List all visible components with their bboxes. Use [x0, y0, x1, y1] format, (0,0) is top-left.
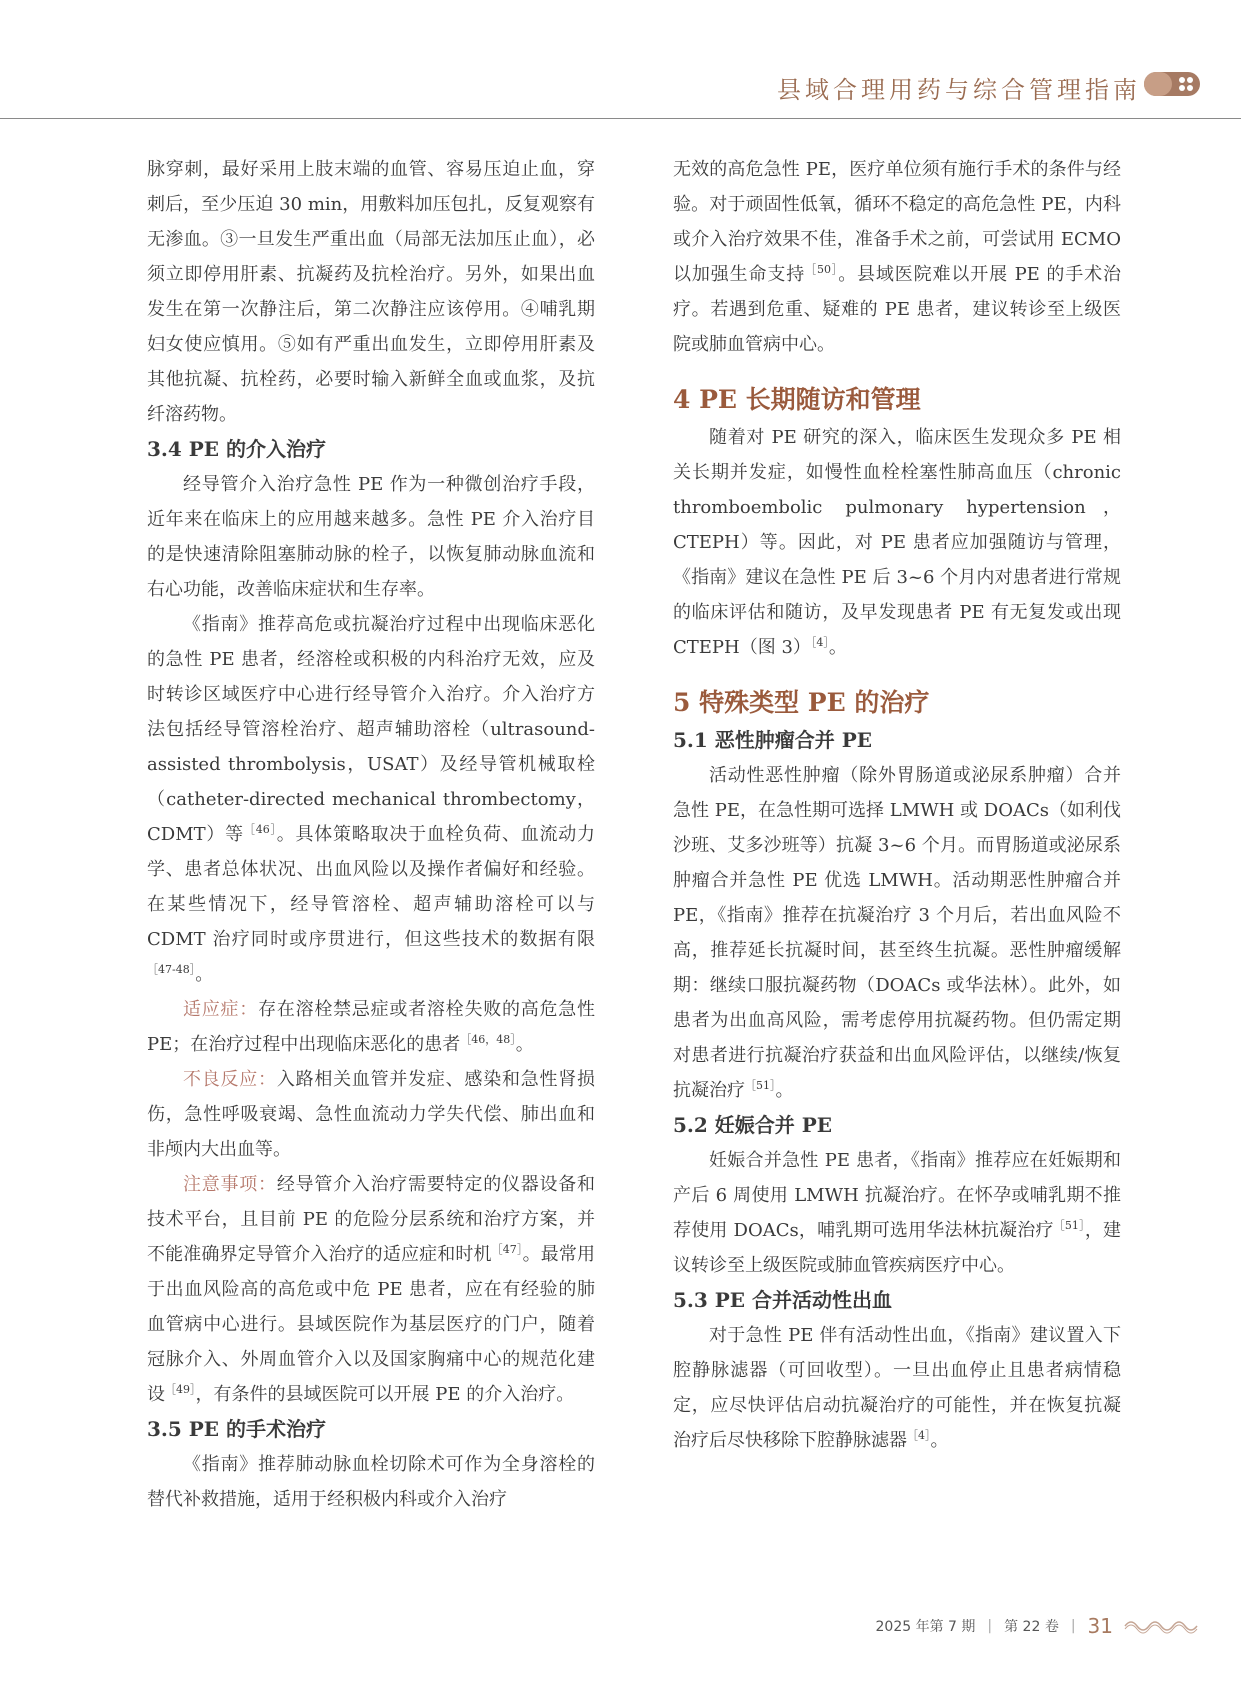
- paragraph: 脉穿刺，最好采用上肢末端的血管、容易压迫止血，穿刺后，至少压迫 30 min，用敷料加压包扎，反复观察有无渗血。③一旦发生严重出血（局部无法加压止血），必须立即停用肝素、抗凝药及抗栓治疗。另外，如果出血发生在第一次静注后，第二次静注应该停用。④哺乳期妇女使应慎用。⑤如有严重出血发生，立即停用肝素及其他抗凝、抗栓药，必要时输入新鲜全血或血浆，及抗纤溶药物。: [147, 159, 595, 425]
- paragraph: 活动性恶性肿瘤（除外胃肠道或泌尿系肿瘤）合并急性 PE，在急性期可选择 LMWH 或 DOACs（如利伐沙班、艾多沙班等）抗凝 3~6 个月。而胃肠道或泌尿系肿瘤合并急性 PE 优选 LMWH。活动期恶性肿瘤合并 PE，《指南》推荐在抗凝治疗 3 个月后，若出血风险不高，推荐延长抗凝时间，甚至终生抗凝。恶性肿瘤缓解期：继续口服抗凝药物（DOACs 或华法林）。此外，如患者为出血高风险，需考虑停用抗凝药物。但仍需定期对患者进行抗凝治疗获益和出血风险评估，以继续/恢复抗凝治疗$^{[51]}$。: [673, 765, 1121, 1101]
- section-heading-5-2: 5.2 妊娠合并 PE: [673, 1113, 833, 1137]
- citation: ［4］: [907, 1429, 931, 1442]
- section-heading-3-4: 3.4 PE 的介入治疗: [147, 437, 327, 461]
- citation: ［49］: [165, 1383, 196, 1396]
- footer-divider: |: [987, 1618, 993, 1634]
- keyword-label: 注意事项：: [183, 1174, 277, 1195]
- paragraph: 《指南》推荐肺动脉血栓切除术可作为全身溶栓的替代补救措施，适用于经积极内科或介入治疗: [147, 1454, 595, 1510]
- journal-section-title: 县域合理用药与综合管理指南: [777, 76, 1141, 104]
- wave-ornament-icon: [1123, 1617, 1201, 1635]
- citation: ［46］: [243, 823, 277, 836]
- issue-label: 2025 年第 7 期: [875, 1619, 976, 1635]
- pill-logo-icon: [1143, 68, 1201, 100]
- citation: ［51］: [1053, 1219, 1085, 1232]
- paragraph: 适应症：存在溶栓禁忌症或者溶栓失败的高危急性 PE；在治疗过程中出现临床恶化的患者$^{[46,48]}$。: [147, 999, 596, 1055]
- citation: ［47-48］: [147, 963, 196, 976]
- footer-divider: |: [1070, 1618, 1076, 1634]
- paragraph: 不良反应：入路相关血管并发症、感染和急性肾损伤，急性呼吸衰竭、急性血流动力学失代偿、肺出血和非颅内大出血等。: [147, 1069, 596, 1160]
- citation: ［47］: [491, 1243, 523, 1256]
- citation: ［50］: [805, 263, 839, 276]
- header-divider: [0, 118, 1241, 119]
- paragraph: 对于急性 PE 伴有活动性出血，《指南》建议置入下腔静脉滤器（可回收型）。一旦出血停止且患者病情稳定，应尽快评估启动抗凝治疗的可能性，并在恢复抗凝治疗后尽快移除下腔静脉滤器$^{[4]}$。: [673, 1325, 1121, 1451]
- section-heading-3-5: 3.5 PE 的手术治疗: [147, 1417, 327, 1441]
- page-footer: [876, 1614, 1202, 1638]
- page-number: 31: [1087, 1614, 1113, 1638]
- citation: ［51］: [745, 1079, 776, 1092]
- section-heading-4: 4 PE 长期随访和管理: [673, 385, 921, 414]
- paragraph: 注意事项：经导管介入治疗需要特定的仪器设备和技术平台，且目前 PE 的危险分层系统和治疗方案，并不能准确界定导管介入治疗的适应症和时机$^{[47]}$。最常用于出血风险高的高危或中危 PE 患者，应在有经验的肺血管病中心进行。县域医院作为基层医疗的门户，随着冠脉介入、外周血管介入以及国家胸痛中心的规范化建设$^{[49]}$，有条件的县域医院可以开展 PE 的介入治疗。: [147, 1174, 596, 1405]
- citation: ［4］: [810, 636, 829, 649]
- keyword-label: 适应症：: [183, 999, 259, 1020]
- left-column: [147, 152, 595, 1517]
- volume-label: 第 22 卷: [1004, 1619, 1059, 1635]
- paragraph: 随着对 PE 研究的深入，临床医生发现众多 PE 相关长期并发症，如慢性血栓栓塞性肺高血压（chronic thromboembolic pulmonary hypertension，CTEPH）等。因此，对 PE 患者应加强随访与管理，《指南》建议在急性 PE 后 3~6 个月内对患者进行常规的临床评估和随访，及早发现患者 PE 有无复发或出现 CTEPH（图 3）$^{[4]}$。: [673, 427, 1121, 658]
- section-heading-5: 5 特殊类型 PE 的治疗: [673, 688, 930, 717]
- paragraph: 妊娠合并急性 PE 患者，《指南》推荐应在妊娠期和产后 6 周使用 LMWH 抗凝治疗。在怀孕或哺乳期不推荐使用 DOACs，哺乳期可选用华法林抗凝治疗$^{[51]}$，建议转诊至上级医院或肺血管疾病医疗中心。: [673, 1150, 1122, 1276]
- section-heading-5-1: 5.1 恶性肿瘤合并 PE: [673, 728, 873, 752]
- paragraph: 《指南》推荐高危或抗凝治疗过程中出现临床恶化的急性 PE 患者，经溶栓或积极的内科治疗无效，应及时转诊区域医疗中心进行经导管介入治疗。介入治疗方法包括经导管溶栓治疗、超声辅助溶栓（ultrasound-assisted thrombolysis，USAT）及经导管机械取栓（catheter-directed mechanical thrombectomy，CDMT）等$^{[46]}$。具体策略取决于血栓负荷、血流动力学、患者总体状况、出血风险以及操作者偏好和经验。在某些情况下，经导管溶栓、超声辅助溶栓可以与 CDMT 治疗同时或序贯进行，但这些技术的数据有限$^{[47-48]}$。: [147, 614, 596, 985]
- section-heading-5-3: 5.3 PE 合并活动性出血: [673, 1288, 893, 1312]
- paragraph: 无效的高危急性 PE，医疗单位须有施行手术的条件与经验。对于顽固性低氧，循环不稳定的高危急性 PE，内科或介入治疗效果不佳，准备手术之前，可尝试用 ECMO 以加强生命支持$^{[50]}$。县域医院难以开展 PE 的手术治疗。若遇到危重、疑难的 PE 患者，建议转诊至上级医院或肺血管病中心。: [673, 159, 1122, 355]
- right-column: [673, 152, 1121, 1458]
- keyword-label: 不良反应：: [183, 1069, 277, 1090]
- citation: ［46，48］: [460, 1033, 516, 1046]
- paragraph: 经导管介入治疗急性 PE 作为一种微创治疗手段，近年来在临床上的应用越来越多。急性 PE 介入治疗目的是快速清除阻塞肺动脉的栓子，以恢复肺动脉血流和右心功能，改善临床症状和生存率。: [147, 474, 595, 600]
